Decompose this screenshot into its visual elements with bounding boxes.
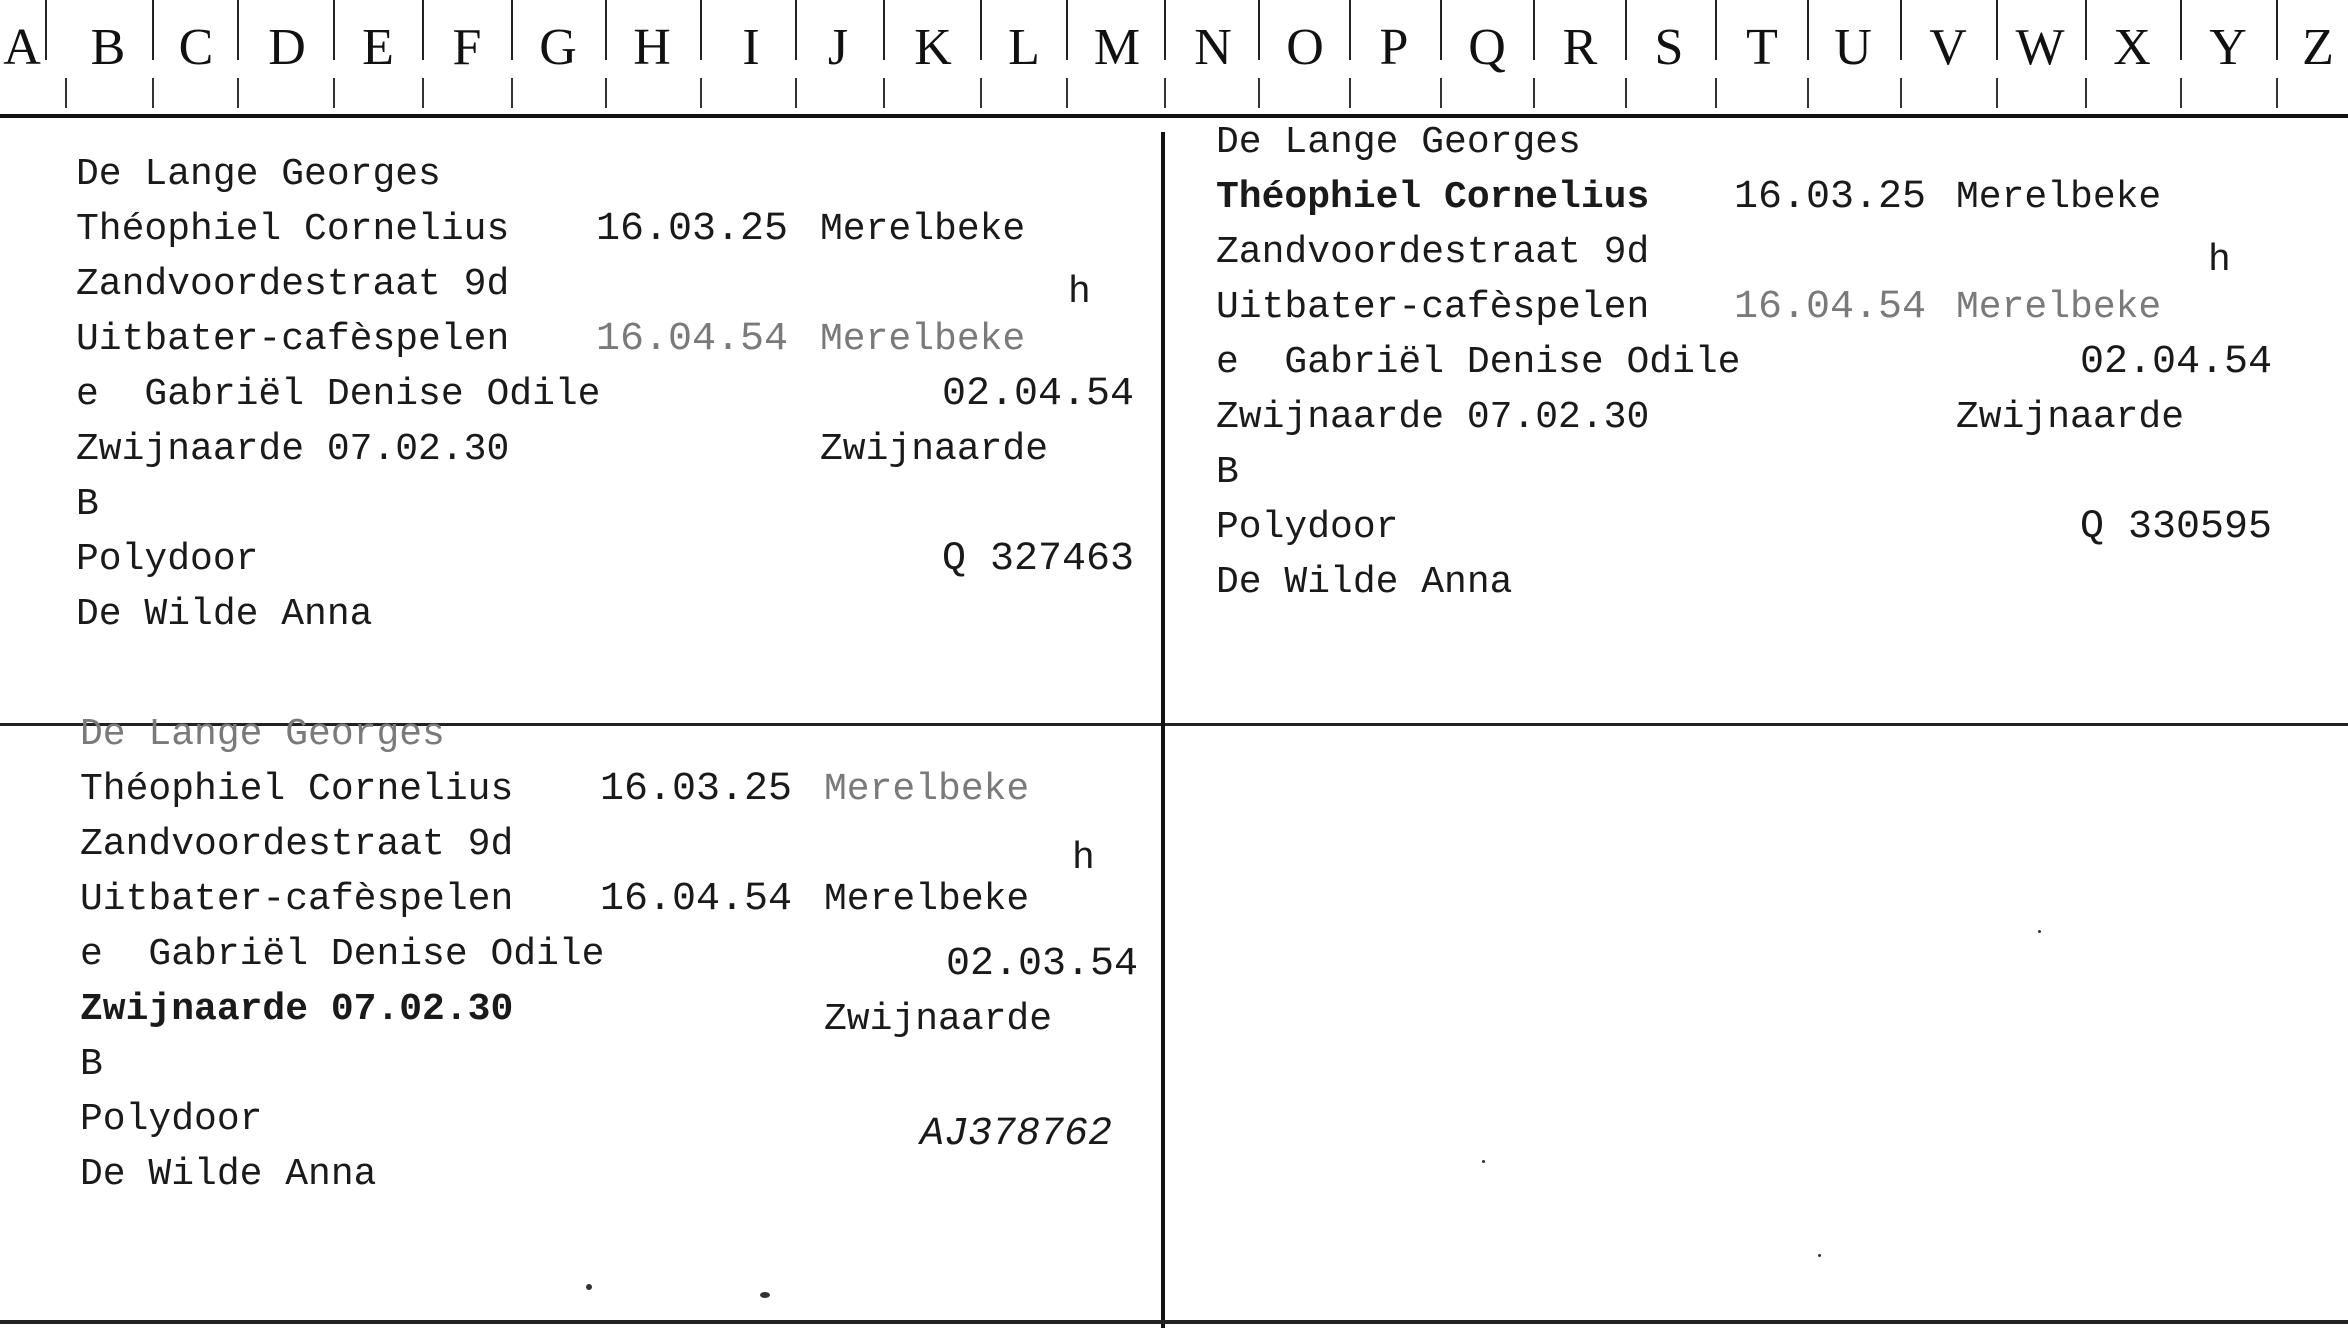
index-tick [2085,78,2087,108]
index-letter-t: T [1746,19,1778,76]
index-tick [511,78,513,108]
spouse-name: e Gabriël Denise Odile [80,933,605,976]
card-divider-horizontal-right [1165,723,2348,726]
index-tick [2180,78,2182,108]
index-tick [605,78,607,108]
index-tick [422,78,424,108]
index-letter-w: W [2015,19,2065,76]
index-letter-q: Q [1468,19,1506,76]
index-letter-r: R [1562,19,1598,76]
alphabet-index-strip [0,0,2348,118]
index-letter-u: U [1834,19,1872,76]
given-names: Théophiel Cornelius [1216,176,1650,219]
index-tick [1625,78,1627,108]
given-names: Théophiel Cornelius [76,208,510,251]
index-tick [1258,78,1260,108]
index-tick [65,78,67,108]
street-address: Zandvoordestraat 9d [76,263,510,306]
index-letter-f: F [452,19,482,76]
category-code: B [76,483,99,526]
spouse-place: Zwijnaarde [820,428,1049,471]
index-tick [1900,78,1902,108]
id-number: Q 330595 [2080,505,2273,550]
marriage-date: 02.03.54 [946,942,1139,987]
index-letter-c: C [178,19,214,76]
spouse-birth: Zwijnaarde 07.02.30 [80,988,514,1031]
birth-place: Merelbeke [820,208,1026,251]
index-tick [1807,78,1809,108]
marker-letter: h [1068,271,1091,314]
index-letter-o: O [1286,19,1324,76]
blank-index-card [1170,730,2340,1315]
scan-speck [1818,1254,1821,1257]
spouse-name: e Gabriël Denise Odile [1216,341,1741,384]
category-code: B [80,1043,103,1086]
index-tick [1440,78,1442,108]
surname-name: De Lange Georges [80,713,445,756]
index-separator [1164,0,1166,60]
birth-date: 16.03.25 [600,767,793,812]
index-letter-b: B [90,19,126,76]
index-letter-h: H [633,19,671,76]
index-separator [700,0,702,60]
registration-date: 16.04.54 [600,877,793,922]
index-letter-n: N [1194,19,1232,76]
index-tick [1066,78,1068,108]
scan-speck [760,1292,770,1298]
index-tick [152,78,154,108]
occupation: Uitbater-cafèspelen [76,318,510,361]
father-name: Polydoor [76,538,259,581]
scan-speck [586,1284,592,1290]
index-card [1216,118,2326,638]
index-tick [1349,78,1351,108]
birth-place: Merelbeke [824,768,1030,811]
id-number: AJ378762 [920,1112,1113,1157]
scan-speck [2038,930,2041,933]
birth-place: Merelbeke [1956,176,2162,219]
street-address: Zandvoordestraat 9d [80,823,514,866]
mother-name: De Wilde Anna [80,1153,377,1196]
street-address: Zandvoordestraat 9d [1216,231,1650,274]
index-letter-l: L [1008,19,1040,76]
spouse-name: e Gabriël Denise Odile [76,373,601,416]
registration-date: 16.04.54 [1734,285,1927,330]
index-tick [883,78,885,108]
index-tick [333,78,335,108]
marriage-date: 02.04.54 [942,372,1135,417]
index-letter-s: S [1654,19,1684,76]
index-tick [1533,78,1535,108]
index-tick [1996,78,1998,108]
index-letter-z: Z [2302,19,2334,76]
father-name: Polydoor [1216,506,1399,549]
marker-letter: h [2208,239,2231,282]
marriage-date: 02.04.54 [2080,340,2273,385]
index-card [76,150,1146,670]
marker-letter: h [1072,837,1095,880]
index-letter-x: X [2113,19,2151,76]
occupation: Uitbater-cafèspelen [80,878,514,921]
index-letter-v: V [1929,19,1967,76]
index-letter-y: Y [2209,19,2247,76]
father-name: Polydoor [80,1098,263,1141]
surname-name: De Lange Georges [76,153,441,196]
index-tick [700,78,702,108]
registration-place: Merelbeke [824,878,1030,921]
scan-speck [1482,1160,1485,1163]
index-letter-j: J [827,19,849,76]
mother-name: De Wilde Anna [76,593,373,636]
index-tick [237,78,239,108]
birth-date: 16.03.25 [1734,175,1927,220]
id-number: Q 327463 [942,537,1135,582]
index-separator [45,0,47,60]
registration-place: Merelbeke [1956,286,2162,329]
index-tick [980,78,982,108]
birth-date: 16.03.25 [596,207,789,252]
mother-name: De Wilde Anna [1216,561,1513,604]
index-separator [1900,0,1902,60]
index-letter-g: G [539,19,577,76]
index-letter-p: P [1379,19,1409,76]
index-letter-k: K [914,19,952,76]
index-letter-a: A [3,19,41,76]
index-separator [1066,0,1068,60]
index-letter-d: D [268,19,306,76]
index-letter-i: I [742,19,760,76]
index-separator [883,0,885,60]
index-tick [1715,78,1717,108]
surname-name: De Lange Georges [1216,121,1581,164]
index-letter-e: E [362,19,394,76]
index-card [80,710,1150,1230]
spouse-place: Zwijnaarde [824,998,1053,1041]
spouse-place: Zwijnaarde [1956,396,2185,439]
registration-date: 16.04.54 [596,317,789,362]
occupation: Uitbater-cafèspelen [1216,286,1650,329]
index-separator [237,0,239,60]
category-code: B [1216,451,1239,494]
registration-place: Merelbeke [820,318,1026,361]
index-letter-m: M [1093,19,1141,76]
given-names: Théophiel Cornelius [80,768,514,811]
card-divider-bottom [0,1320,2348,1324]
index-separator [2180,0,2182,60]
index-tick [2276,78,2278,108]
index-tick [795,78,797,108]
card-divider-vertical [1161,132,1165,1328]
spouse-birth: Zwijnaarde 07.02.30 [76,428,510,471]
spouse-birth: Zwijnaarde 07.02.30 [1216,396,1650,439]
index-tick [1164,78,1166,108]
